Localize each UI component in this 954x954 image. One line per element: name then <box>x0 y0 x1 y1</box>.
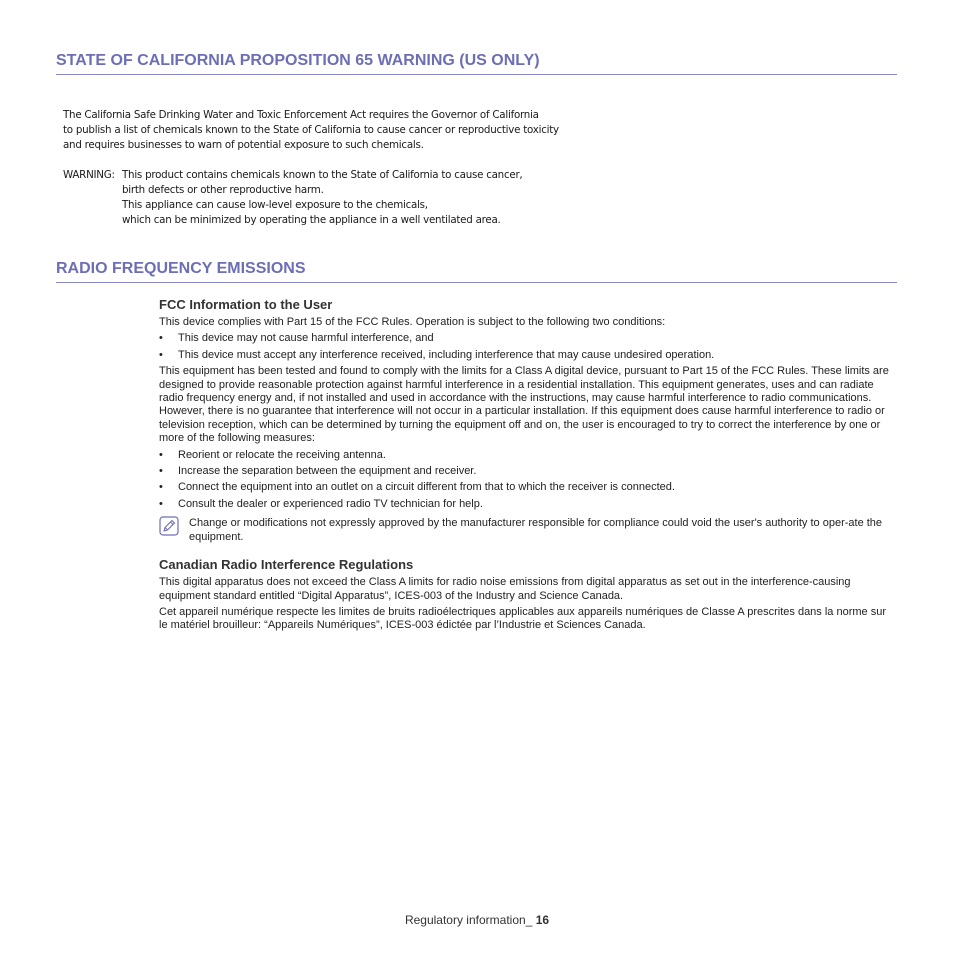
bullet-icon: • <box>159 497 163 510</box>
section-heading-prop65: STATE OF CALIFORNIA PROPOSITION 65 WARNING (US ONLY) <box>56 52 897 75</box>
note-box <box>159 517 897 544</box>
prop65-intro-line: The California Safe Drinking Water and Toxic Enforcement Act requires the Governor of California <box>63 109 539 121</box>
warning-label: WARNING: <box>63 169 115 181</box>
condition-text: This device may not cause harmful interference, and <box>178 332 434 345</box>
prop65-notice <box>63 108 623 228</box>
warning-text <box>122 168 522 228</box>
rf-emissions-content <box>159 296 897 633</box>
canada-english: This digital apparatus does not exceed the Class A limits for radio noise emissions from digital apparatus as set out in the interference-causing equipment standard entitled “Digital Apparatus”, ICES-003 of the Industry and Science Canada. <box>159 576 851 602</box>
condition-text: This device must accept any interference received, including interference that may cause undesired operation. <box>178 348 715 361</box>
footer-label: Regulatory information_ <box>404 913 533 927</box>
canada-french: Cet appareil numérique respecte les limites de bruits radioélectriques applicables aux appareils numériques de Classe A prescrites dans la norme sur le matériel brouilleur: “Appareils Numériques”, ICES-003 édictée par l’Industrie et Sciences Canada. <box>159 605 886 632</box>
prop65-warning <box>63 168 623 228</box>
note-text: Change or modifications not expressly approved by the manufacturer responsible for compliance could void the user's authority to oper-ate the equipment. <box>189 517 883 543</box>
note-pencil-icon <box>159 516 179 536</box>
prop65-intro-line: to publish a list of chemicals known to the State of California to cause cancer or reproductive toxicity <box>63 124 559 136</box>
section-heading-rf-emissions: RADIO FREQUENCY EMISSIONS <box>56 260 897 283</box>
prop65-intro-line: and requires businesses to warn of potential exposure to such chemicals. <box>63 139 424 151</box>
measure-text: Consult the dealer or experienced radio TV technician for help. <box>178 497 483 510</box>
list-item <box>159 349 897 362</box>
warning-line: This appliance can cause low-level exposure to the chemicals, <box>122 199 428 211</box>
prop65-intro-paragraph <box>63 108 623 153</box>
bullet-icon: • <box>159 465 163 478</box>
warning-line: birth defects or other reproductive harm. <box>122 184 324 196</box>
page-number: 16 <box>535 913 550 927</box>
bullet-icon: • <box>159 348 163 361</box>
measure-text: Connect the equipment into an outlet on a circuit different from that to which the receiver is connected. <box>178 481 675 494</box>
measure-text: Reorient or relocate the receiving antenna. <box>178 448 386 461</box>
measure-text: Increase the separation between the equipment and receiver. <box>178 465 477 478</box>
list-item <box>159 449 897 462</box>
list-item <box>159 465 897 478</box>
bullet-icon: • <box>159 481 163 494</box>
fcc-subheading: FCC Information to the User <box>159 297 333 312</box>
list-item <box>159 332 897 345</box>
warning-line: This product contains chemicals known to the State of California to cause cancer, <box>122 169 523 181</box>
warning-line: which can be minimized by operating the appliance in a well ventilated area. <box>122 214 501 226</box>
bullet-icon: • <box>159 448 163 461</box>
canada-subheading: Canadian Radio Interference Regulations <box>159 557 414 573</box>
list-item <box>159 481 897 494</box>
fcc-intro: This device complies with Part 15 of the FCC Rules. Operation is subject to the following two conditions: <box>159 316 666 328</box>
fcc-body: This equipment has been tested and found to comply with the limits for a Class A digital device, pursuant to Part 15 of the FCC Rules. These limits are designed to provide reasonable protection against harmful interference in a residential installation. This equipment generates, uses and can radiate radio frequency energy and, if not installed and used in accordance with the instructions, may cause harmful interference to radio communications. However, there is no guarantee that interference will not occur in a particular installation. If this equipment does cause harmful interference to radio or television reception, which can be determined by turning the equipment off and on, the user is encouraged to try to correct the interference by one or more of the following measures: <box>159 365 889 445</box>
bullet-icon: • <box>159 332 163 345</box>
page-footer <box>0 913 954 927</box>
list-item <box>159 498 897 511</box>
